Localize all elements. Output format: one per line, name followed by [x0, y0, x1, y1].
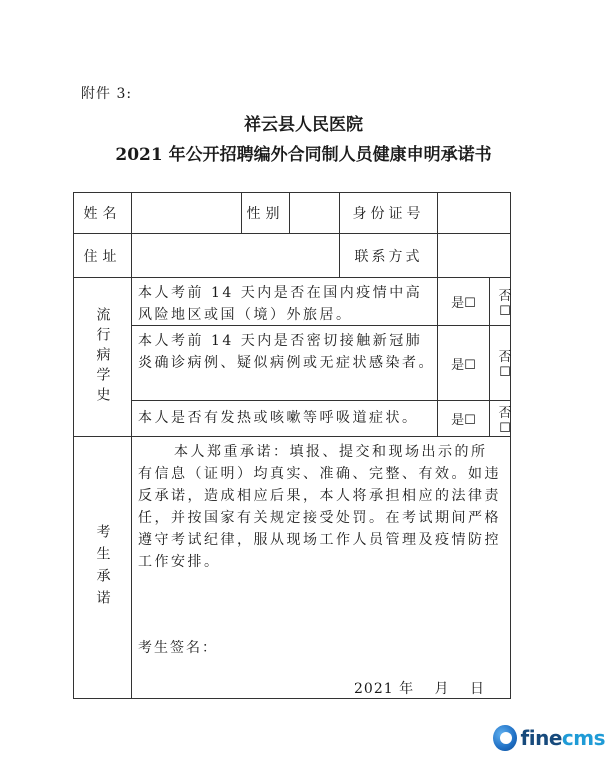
- sign-date: 2021 年 月 日: [354, 681, 485, 697]
- contact-input[interactable]: [438, 234, 510, 277]
- id-number-label: 身份证号: [352, 206, 425, 222]
- history-3-no-checkbox[interactable]: 否☐: [498, 405, 512, 436]
- history-2-no-checkbox[interactable]: 否☐: [498, 350, 512, 380]
- candidate-pledge-label: [74, 437, 131, 698]
- name-label: 姓名: [83, 206, 122, 222]
- history-question-1: 本人考前 14 天内是否在国内疫情中高风险地区或国（境）外旅居。: [138, 285, 423, 323]
- contact-label: 联系方式: [354, 248, 423, 265]
- epidemiological-history-text: 流行病学史: [94, 307, 111, 407]
- address-label: 住址: [83, 248, 122, 265]
- signature-label: 考生签名：: [138, 640, 218, 656]
- address-input[interactable]: [132, 234, 339, 277]
- attachment-label: 附件 3:: [81, 86, 133, 102]
- epidemiological-history-label: [74, 278, 131, 436]
- history-question-2: 本人考前 14 天内是否密切接触新冠肺炎确诊病例、疑似病例或无症状感染者。: [138, 333, 435, 371]
- history-1-no-checkbox[interactable]: 否☐: [498, 288, 512, 319]
- name-input[interactable]: [132, 193, 241, 233]
- history-1-yes-checkbox[interactable]: 是☐: [451, 296, 476, 311]
- history-3-yes-checkbox[interactable]: 是☐: [451, 413, 476, 428]
- document-subtitle: 2021 年公开招聘编外合同制人员健康申明承诺书: [115, 145, 492, 165]
- candidate-pledge-text: 考生承诺: [94, 523, 111, 612]
- history-question-3: 本人是否有发热或咳嗽等呼吸道症状。: [138, 410, 419, 426]
- gender-label: 性别: [246, 206, 285, 222]
- finecms-logo-text: finecms: [520, 726, 605, 750]
- document-title: 祥云县人民医院: [244, 115, 363, 135]
- gender-input[interactable]: [290, 193, 339, 233]
- history-2-yes-checkbox[interactable]: 是☐: [451, 357, 476, 373]
- signature-input[interactable]: [224, 634, 424, 658]
- pledge-paragraph: 本人郑重承诺：填报、提交和现场出示的所有信息（证明）均真实、准确、完整、有效。如违反承诺，造成相应后果，本人将承担相应的法律责任，并按国家有关规定接受处罚。在考试期间严格遵守考试纪律，服从现场工作人员管理及疫情防控工作安排。: [138, 444, 501, 570]
- finecms-watermark: [493, 722, 605, 754]
- id-number-input[interactable]: [438, 193, 510, 233]
- finecms-logo-icon: [493, 725, 517, 751]
